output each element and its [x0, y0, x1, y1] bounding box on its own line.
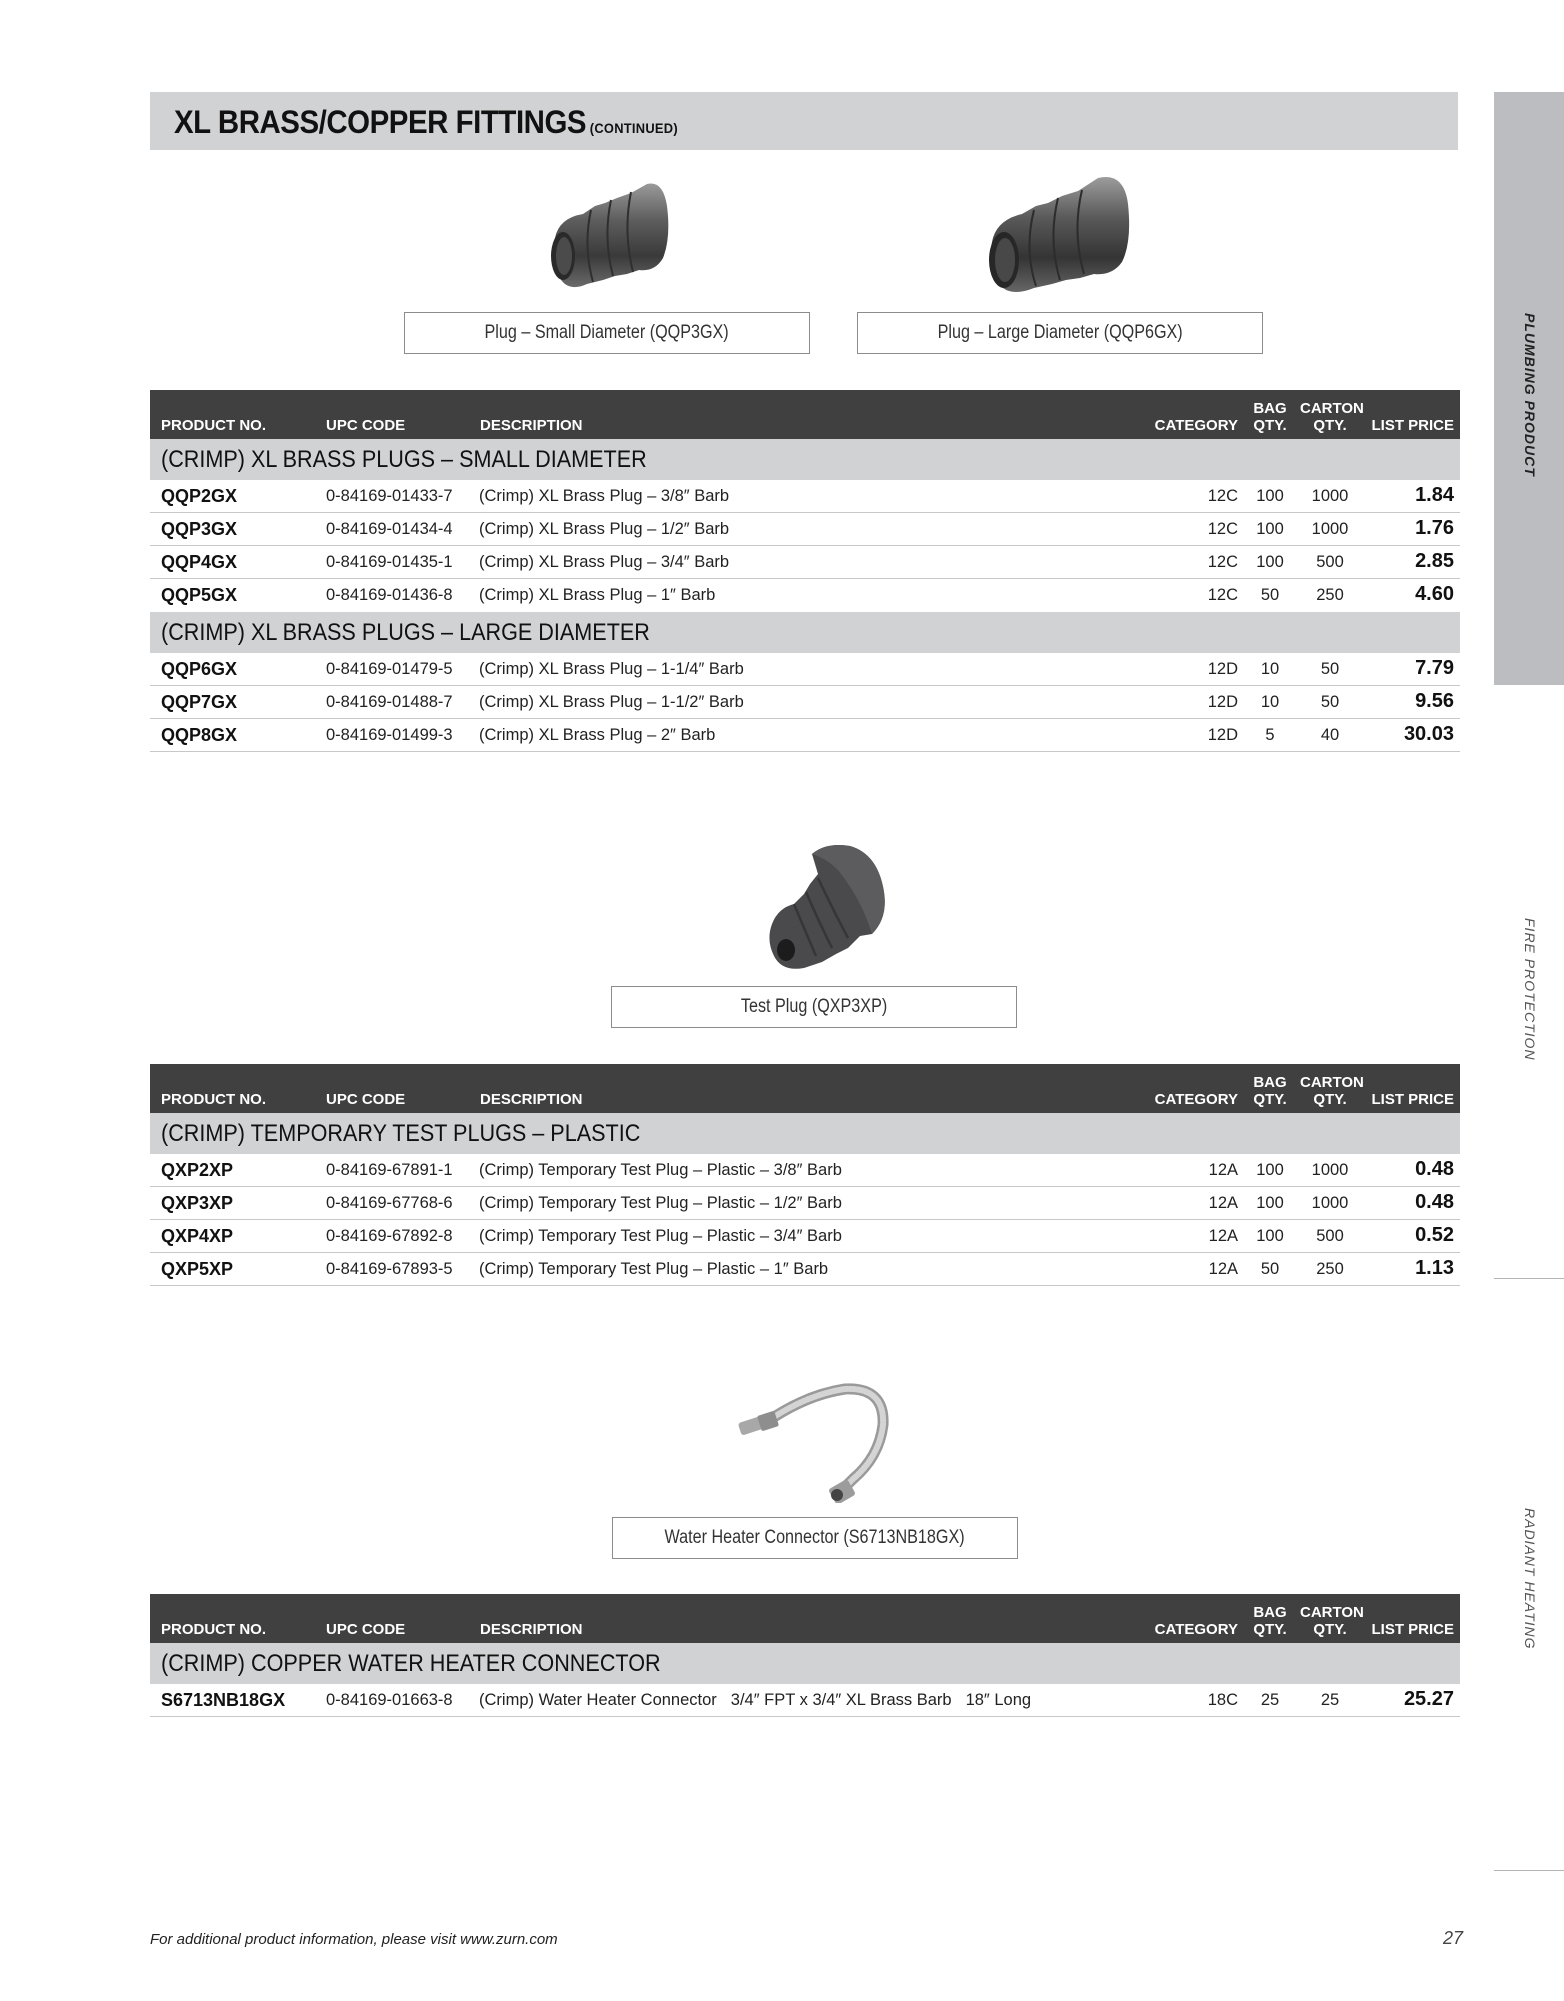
product-no: QQP2GX — [161, 486, 238, 506]
col-bag-qty-line1: BAG — [1253, 1604, 1287, 1621]
description: (Crimp) Temporary Test Plug – Plastic – 1″ Barb — [479, 1260, 829, 1278]
product-no: QXP4XP — [161, 1226, 234, 1246]
product-no: QQP4GX — [161, 552, 238, 572]
carton-qty: 1000 — [1311, 520, 1349, 538]
table-row — [150, 546, 1460, 579]
bag-qty: 50 — [1260, 1260, 1280, 1278]
brass-plug-large-image — [978, 172, 1146, 302]
upc-code: 0-84169-01433-7 — [326, 487, 453, 505]
product-no: QXP5XP — [161, 1259, 234, 1279]
table-header — [150, 390, 1460, 439]
category: 12A — [1208, 1260, 1238, 1278]
product-no: QQP3GX — [161, 519, 238, 539]
carton-qty: 500 — [1316, 553, 1344, 571]
test-plug-image — [742, 840, 892, 975]
section-title: (CRIMP) TEMPORARY TEST PLUGS – PLASTIC — [161, 1120, 641, 1147]
carton-qty: 50 — [1320, 660, 1340, 678]
category: 12D — [1207, 660, 1238, 678]
carton-qty: 40 — [1320, 726, 1340, 744]
col-carton-qty — [1300, 400, 1364, 434]
brass-plug-small-image — [535, 176, 685, 301]
description: (Crimp) XL Brass Plug – 3/8″ Barb — [479, 487, 730, 505]
description-part-3: 18″ Long — [965, 1691, 1032, 1709]
caption-text: Test Plug (QXP3XP) — [740, 996, 888, 1017]
description: (Crimp) Temporary Test Plug – Plastic – 3/4″ Barb — [479, 1227, 842, 1245]
category: 12C — [1207, 553, 1238, 571]
carton-qty: 500 — [1316, 1227, 1344, 1245]
table-row — [150, 1154, 1460, 1187]
bag-qty: 100 — [1256, 520, 1284, 538]
list-price: 0.52 — [1415, 1224, 1454, 1246]
bag-qty: 10 — [1260, 660, 1280, 678]
col-description: DESCRIPTION — [480, 1621, 583, 1638]
carton-qty: 25 — [1320, 1691, 1340, 1709]
col-description: DESCRIPTION — [480, 1091, 583, 1108]
list-price: 9.56 — [1415, 690, 1454, 712]
section-title: (CRIMP) XL BRASS PLUGS – LARGE DIAMETER — [161, 619, 650, 646]
section-title: (CRIMP) XL BRASS PLUGS – SMALL DIAMETER — [161, 446, 647, 473]
upc-code: 0-84169-01434-4 — [326, 520, 453, 538]
section-title: (CRIMP) COPPER WATER HEATER CONNECTOR — [161, 1650, 661, 1677]
description-part-1: (Crimp) Water Heater Connector — [479, 1691, 717, 1709]
category: 18C — [1207, 1691, 1238, 1709]
section-header-test-plugs — [150, 1113, 1460, 1154]
caption-text: Plug – Large Diameter (QQP6GX) — [937, 322, 1183, 343]
description: (Crimp) Temporary Test Plug – Plastic – 3/8″ Barb — [479, 1161, 842, 1179]
bag-qty: 100 — [1256, 1227, 1284, 1245]
description: (Crimp) XL Brass Plug – 1″ Barb — [479, 586, 716, 604]
col-category: CATEGORY — [1154, 1621, 1238, 1638]
product-table-water-heater-connector — [150, 1594, 1460, 1717]
product-no: S6713NB18GX — [161, 1690, 286, 1710]
product-table-test-plugs — [150, 1064, 1460, 1286]
list-price: 25.27 — [1403, 1688, 1454, 1710]
upc-code: 0-84169-67891-1 — [326, 1161, 453, 1179]
upc-code: 0-84169-67768-6 — [326, 1194, 453, 1212]
category: 12C — [1207, 487, 1238, 505]
col-bag-qty-line1: BAG — [1253, 1074, 1287, 1091]
sidebar-item-plumbing-product[interactable]: PLUMBING PRODUCT — [1522, 313, 1538, 477]
bag-qty: 10 — [1260, 693, 1280, 711]
caption-plug-large — [857, 312, 1263, 354]
table-row — [150, 719, 1460, 752]
description: (Crimp) XL Brass Plug – 1-1/2″ Barb — [479, 693, 744, 711]
col-description: DESCRIPTION — [480, 417, 583, 434]
col-product-no: PRODUCT NO. — [161, 1621, 266, 1638]
table-row — [150, 1253, 1460, 1286]
description: (Crimp) XL Brass Plug – 1/2″ Barb — [479, 520, 730, 538]
list-price: 0.48 — [1415, 1158, 1454, 1180]
caption-text: Water Heater Connector (S6713NB18GX) — [664, 1527, 966, 1548]
carton-qty: 250 — [1316, 586, 1344, 604]
footer-note: For additional product information, please visit www.zurn.com — [150, 1931, 558, 1948]
sidebar-divider — [1494, 1870, 1564, 1871]
caption-plug-small — [404, 312, 810, 354]
list-price: 30.03 — [1403, 723, 1454, 745]
description: (Crimp) XL Brass Plug – 1-1/4″ Barb — [479, 660, 744, 678]
sidebar-item-fire-protection[interactable]: FIRE PROTECTION — [1522, 918, 1538, 1061]
section-title-bar — [150, 92, 1458, 150]
col-bag-qty-line2: QTY. — [1253, 417, 1287, 434]
bag-qty: 100 — [1256, 1161, 1284, 1179]
list-price: 1.13 — [1415, 1257, 1454, 1279]
table-row — [150, 480, 1460, 513]
product-no: QXP3XP — [161, 1193, 234, 1213]
table-header — [150, 1594, 1460, 1643]
carton-qty: 1000 — [1311, 1161, 1349, 1179]
carton-qty: 1000 — [1311, 487, 1349, 505]
col-bag-qty-line2: QTY. — [1253, 1091, 1287, 1108]
category: 12D — [1207, 726, 1238, 744]
col-upc-code: UPC CODE — [326, 1091, 406, 1108]
category: 12A — [1208, 1194, 1238, 1212]
product-no: QQP8GX — [161, 725, 238, 745]
table-row — [150, 653, 1460, 686]
product-table-xl-brass-plugs — [150, 390, 1460, 752]
list-price: 7.79 — [1415, 657, 1454, 679]
col-category: CATEGORY — [1154, 1091, 1238, 1108]
upc-code: 0-84169-67892-8 — [326, 1227, 453, 1245]
table-header — [150, 1064, 1460, 1113]
col-carton-qty-line2: QTY. — [1313, 1091, 1347, 1108]
description: (Crimp) XL Brass Plug – 2″ Barb — [479, 726, 716, 744]
col-product-no: PRODUCT NO. — [161, 1091, 266, 1108]
carton-qty: 1000 — [1311, 1194, 1349, 1212]
col-carton-qty — [1300, 1074, 1364, 1108]
category: 12C — [1207, 520, 1238, 538]
category: 12D — [1207, 693, 1238, 711]
caption-text: Plug – Small Diameter (QQP3GX) — [484, 322, 730, 343]
bag-qty: 100 — [1256, 553, 1284, 571]
upc-code: 0-84169-01436-8 — [326, 586, 453, 604]
bag-qty: 100 — [1256, 487, 1284, 505]
carton-qty: 250 — [1316, 1260, 1344, 1278]
upc-code: 0-84169-01663-8 — [326, 1691, 453, 1709]
product-no: QXP2XP — [161, 1160, 234, 1180]
table-row — [150, 513, 1460, 546]
upc-code: 0-84169-01435-1 — [326, 553, 453, 571]
sidebar-divider — [1494, 1278, 1564, 1279]
description-part-2: 3/4″ FPT x 3/4″ XL Brass Barb — [730, 1691, 952, 1709]
description — [479, 1691, 1031, 1710]
upc-code: 0-84169-01499-3 — [326, 726, 453, 744]
product-no: QQP7GX — [161, 692, 238, 712]
col-bag-qty — [1248, 400, 1292, 434]
section-header-small-diameter — [150, 439, 1460, 480]
table-row — [150, 1187, 1460, 1220]
col-bag-qty-line1: BAG — [1253, 400, 1287, 417]
col-bag-qty — [1248, 1604, 1292, 1638]
bag-qty: 25 — [1260, 1691, 1280, 1709]
col-list-price: LIST PRICE — [1371, 1091, 1454, 1108]
col-product-no: PRODUCT NO. — [161, 417, 266, 434]
col-carton-qty-line1: CARTON — [1300, 1604, 1364, 1621]
col-bag-qty — [1248, 1074, 1292, 1108]
table-row — [150, 1684, 1460, 1717]
list-price: 1.84 — [1415, 484, 1454, 506]
table-row — [150, 686, 1460, 719]
page-title — [174, 104, 678, 141]
caption-water-heater-connector — [612, 1517, 1018, 1559]
upc-code: 0-84169-01479-5 — [326, 660, 453, 678]
col-upc-code: UPC CODE — [326, 1621, 406, 1638]
page-title-text: XL BRASS/COPPER FITTINGS — [174, 104, 587, 140]
description: (Crimp) Temporary Test Plug – Plastic – 1/2″ Barb — [479, 1194, 842, 1212]
category: 12C — [1207, 586, 1238, 604]
list-price: 1.76 — [1415, 517, 1454, 539]
list-price: 0.48 — [1415, 1191, 1454, 1213]
category: 12A — [1208, 1161, 1238, 1179]
upc-code: 0-84169-67893-5 — [326, 1260, 453, 1278]
upc-code: 0-84169-01488-7 — [326, 693, 453, 711]
description: (Crimp) XL Brass Plug – 3/4″ Barb — [479, 553, 730, 571]
sidebar-item-radiant-heating[interactable]: RADIANT HEATING — [1522, 1508, 1538, 1650]
col-carton-qty-line2: QTY. — [1313, 417, 1347, 434]
col-upc-code: UPC CODE — [326, 417, 406, 434]
col-list-price: LIST PRICE — [1371, 1621, 1454, 1638]
category: 12A — [1208, 1227, 1238, 1245]
page-number: 27 — [1443, 1928, 1464, 1948]
bag-qty: 5 — [1265, 726, 1275, 744]
carton-qty: 50 — [1320, 693, 1340, 711]
list-price: 2.85 — [1415, 550, 1454, 572]
water-heater-connector-image — [735, 1375, 895, 1503]
table-row — [150, 579, 1460, 612]
col-carton-qty — [1300, 1604, 1364, 1638]
col-bag-qty-line2: QTY. — [1253, 1621, 1287, 1638]
col-carton-qty-line2: QTY. — [1313, 1621, 1347, 1638]
col-carton-qty-line1: CARTON — [1300, 1074, 1364, 1091]
section-header-water-heater-connector — [150, 1643, 1460, 1684]
bag-qty: 50 — [1260, 586, 1280, 604]
page-subtitle: (CONTINUED) — [589, 120, 678, 136]
list-price: 4.60 — [1415, 583, 1454, 605]
product-no: QQP6GX — [161, 659, 238, 679]
col-list-price: LIST PRICE — [1371, 417, 1454, 434]
col-category: CATEGORY — [1154, 417, 1238, 434]
bag-qty: 100 — [1256, 1194, 1284, 1212]
caption-test-plug — [611, 986, 1017, 1028]
section-header-large-diameter — [150, 612, 1460, 653]
col-carton-qty-line1: CARTON — [1300, 400, 1364, 417]
product-no: QQP5GX — [161, 585, 238, 605]
table-row — [150, 1220, 1460, 1253]
